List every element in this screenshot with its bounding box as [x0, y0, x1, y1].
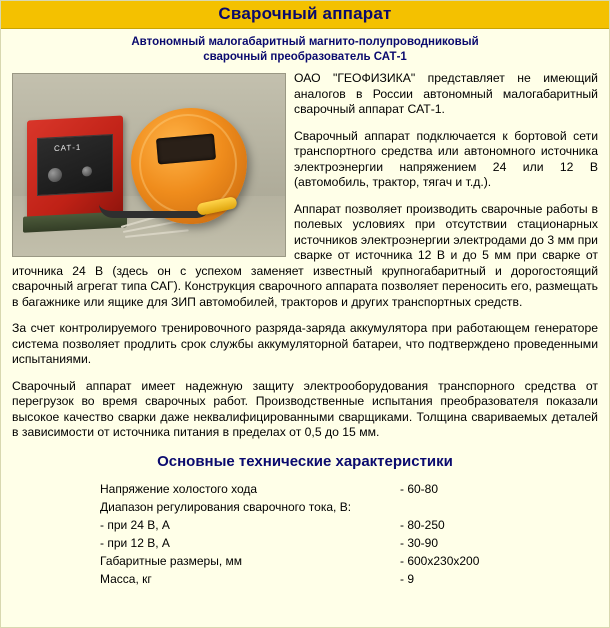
spec-name: - при 12 В, А [100, 535, 170, 550]
paragraph-3: Аппарат позволяет производить сварочные работы в полевых условиях при отсутствии стационарных источников электроэнергии электродами до 3 мм при сварке от источника 12 В и до 5 мм при сварке от иточника 24 В (здесь он с успехом заменяет известный крупногабаритный и дорогостоящий сварочный агрегат типа САГ). Конструкция сварочного аппарата позволяет переносить его, размещать в багажнике или ящике для ЗИП автомобилей, тракторов и других транспортных средств. [12, 201, 598, 309]
table-row [100, 498, 510, 516]
paragraph-1: ОАО "ГЕОФИЗИКА" представляет не имеющий аналогов в России автономный малогабаритный сварочный аппарат САТ-1. [294, 71, 598, 116]
table-row [100, 552, 510, 570]
paragraph-5: Сварочный аппарат имеет надежную защиту электрооборудования транспорного средства от перегрузок во время сварочных работ. Производственные испытания преобразователя показали высокое качество сварки даже неквалифицированными сварщиками. Толщина свариваемых деталей в зависимости от источника питания в пределах от 0,5 до 15 мм. [12, 378, 598, 439]
table-row [100, 570, 510, 588]
specs-table [100, 480, 510, 588]
spec-value: - 30-90 [400, 535, 439, 550]
spec-name: Диапазон регулирования сварочного тока, В: [100, 499, 352, 514]
product-photo-block [12, 73, 284, 257]
spec-value: - 600х230х200 [400, 553, 480, 568]
spec-name: Габаритные размеры, мм [100, 553, 243, 568]
document-content [1, 69, 609, 588]
page-subtitle [1, 29, 609, 69]
spec-name: Напряжение холостого хода [100, 481, 258, 496]
paragraph-4: За счет контролируемого тренировочного разряда-заряда аккумулятора при работающем генераторе система позволяет продлить срок службы аккумуляторной батареи, что подтверждено проведенными испытаниями. [12, 321, 598, 366]
cable-wire [99, 204, 211, 218]
subtitle-line-2: сварочный преобразователь САТ-1 [203, 51, 407, 63]
specs-heading: Основные технические характеристики [157, 452, 453, 470]
spec-value: - 9 [400, 571, 415, 586]
current-knob-icon [48, 168, 62, 183]
helmet-visor [156, 134, 216, 165]
control-panel [37, 134, 113, 196]
welding-cable [99, 194, 229, 238]
product-photo [12, 73, 286, 257]
spec-value [400, 498, 510, 516]
page-title: Сварочный аппарат [218, 4, 392, 23]
paragraph-2: Сварочный аппарат подключается к бортовой сети транспортного средства или автономного источника электроэнергии напряжением 24 или 12 В (автомобиль, трактор, тягач и т.д.). [294, 128, 598, 189]
page-title-bar [1, 1, 609, 29]
spec-name: Масса, кг [100, 571, 152, 586]
power-knob-icon [82, 166, 92, 177]
machine-label: САТ-1 [54, 142, 82, 154]
spec-value: - 80-250 [400, 517, 445, 532]
table-row [100, 516, 510, 534]
spec-value: - 60-80 [400, 481, 439, 496]
table-row [100, 480, 510, 498]
table-row [100, 534, 510, 552]
subtitle-line-1: Автономный малогабаритный магнито-полупроводниковый [131, 36, 479, 48]
spec-name: - при 24 В, А [100, 517, 170, 532]
